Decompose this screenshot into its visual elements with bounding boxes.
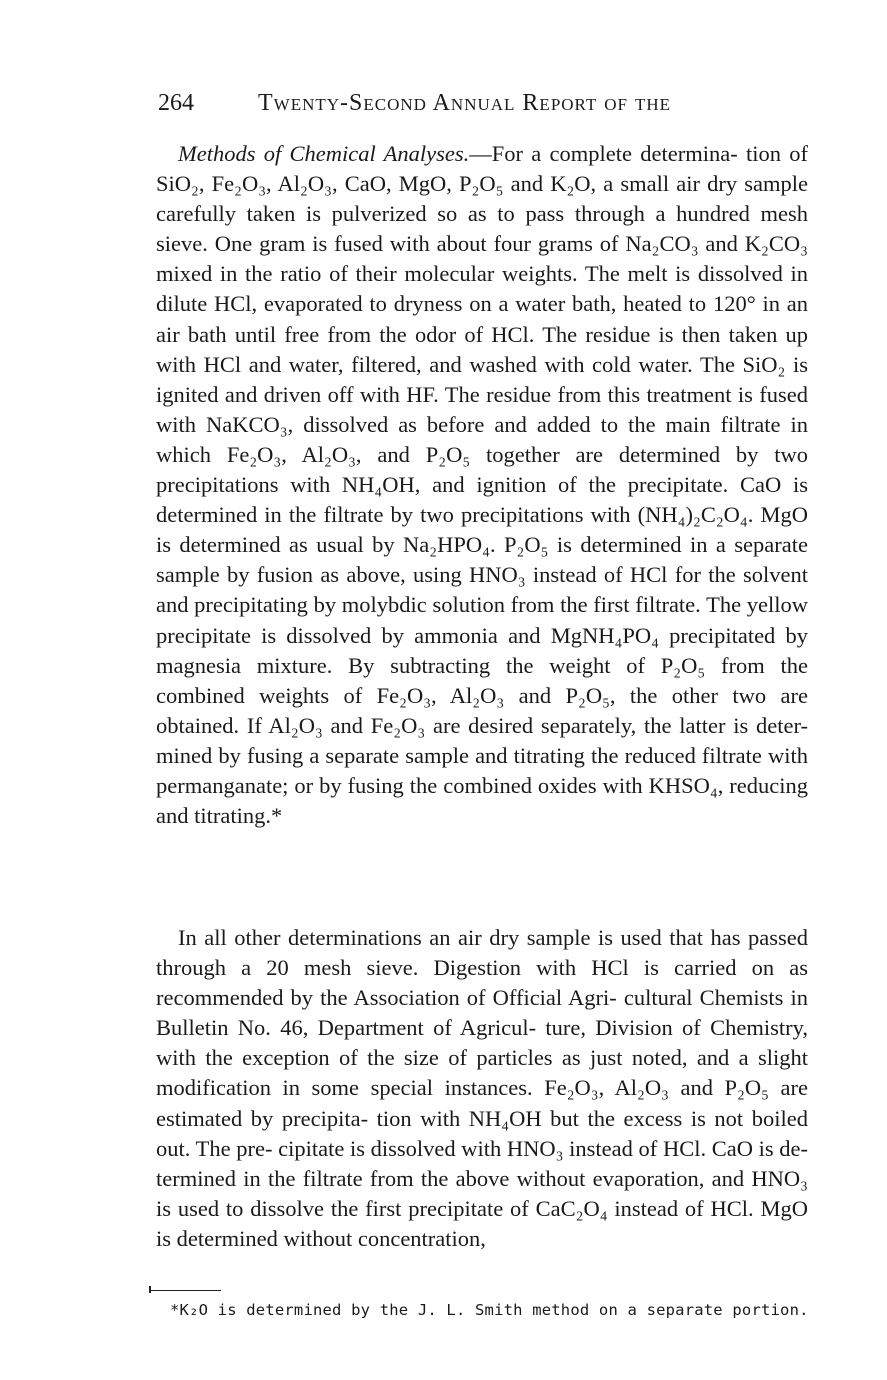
page-number: 264 <box>158 90 194 116</box>
running-head: Twenty-Second Annual Report of the <box>258 90 672 116</box>
footnote: *K₂O is determined by the J. L. Smith method on a separate portion. <box>170 1301 809 1319</box>
paragraph-methods <box>156 139 808 831</box>
footnote-rule <box>151 1290 221 1291</box>
page-header <box>158 86 808 120</box>
paragraph-1-body: —For a complete determina- tion of SiO₂, Fe₂O₃, Al₂O₃, CaO, MgO, P₂O₅ and K₂O, a small air dry sample carefully taken is pulverized so as to pass through a hundred mesh sieve. One gram is fused with about four grams of Na₂CO₃ and K₂CO₃ mixed in the ratio of their molecular weights. The melt is dissolved in dilute HCl, evaporated to dryness on a water bath, heated to 120° in an air bath until free from the odor of HCl. The residue is then taken up with HCl and water, filtered, and washed with cold water. The SiO₂ is ignited and driven off with HF. The residue from this treatment is fused with NaKCO₃, dissolved as before and added to the main filtrate in which Fe₂O₃, Al₂O₃, and P₂O₅ together are determined by two precipitations with NH₄OH, and ignition of the precipitate. CaO is determined in the filtrate by two precipitations with (NH₄)₂C₂O₄. MgO is determined as usual by Na₂HPO₄. P₂O₅ is determined in a separate sample by fusion as above, using HNO₃ instead of HCl for the solvent and precipitating by molybdic solution from the first filtrate. The yellow precipitate is dissolved by ammonia and MgNH₄PO₄ precipitated by magnesia mixture. By subtracting the weight of P₂O₅ from the combined weights of Fe₂O₃, Al₂O₃ and P₂O₅, the other two are obtained. If Al₂O₃ and Fe₂O₃ are desired separately, the latter is deter- mined by fusing a separate sample and titrating the reduced filtrate with permanganate; or by fusing the combined oxides with KHSO₄, reducing and titrating.* <box>156 141 808 829</box>
section-heading: Methods of Chemical Analyses. <box>178 141 470 166</box>
paragraph-other-determinations: In all other determinations an air dry sample is used that has passed through a 20 mesh sieve. Digestion with HCl is carried on as recommended by the Association of Official Agri- cultural Chemists in Bulletin No. 46, Department of Agricul- ture, Division of Chemistry, with the exception of the size of particles as just noted, and a slight modification in some special instances. Fe₂O₃, Al₂O₃ and P₂O₅ are estimated by precipita- tion with NH₄OH but the excess is not boiled out. The pre- cipitate is dissolved with HNO₃ instead of HCl. CaO is de- termined in the filtrate from the above without evaporation, and HNO₃ is used to dissolve the first precipitate of CaC₂O₄ instead of HCl. MgO is determined without concentration, <box>156 925 808 1251</box>
